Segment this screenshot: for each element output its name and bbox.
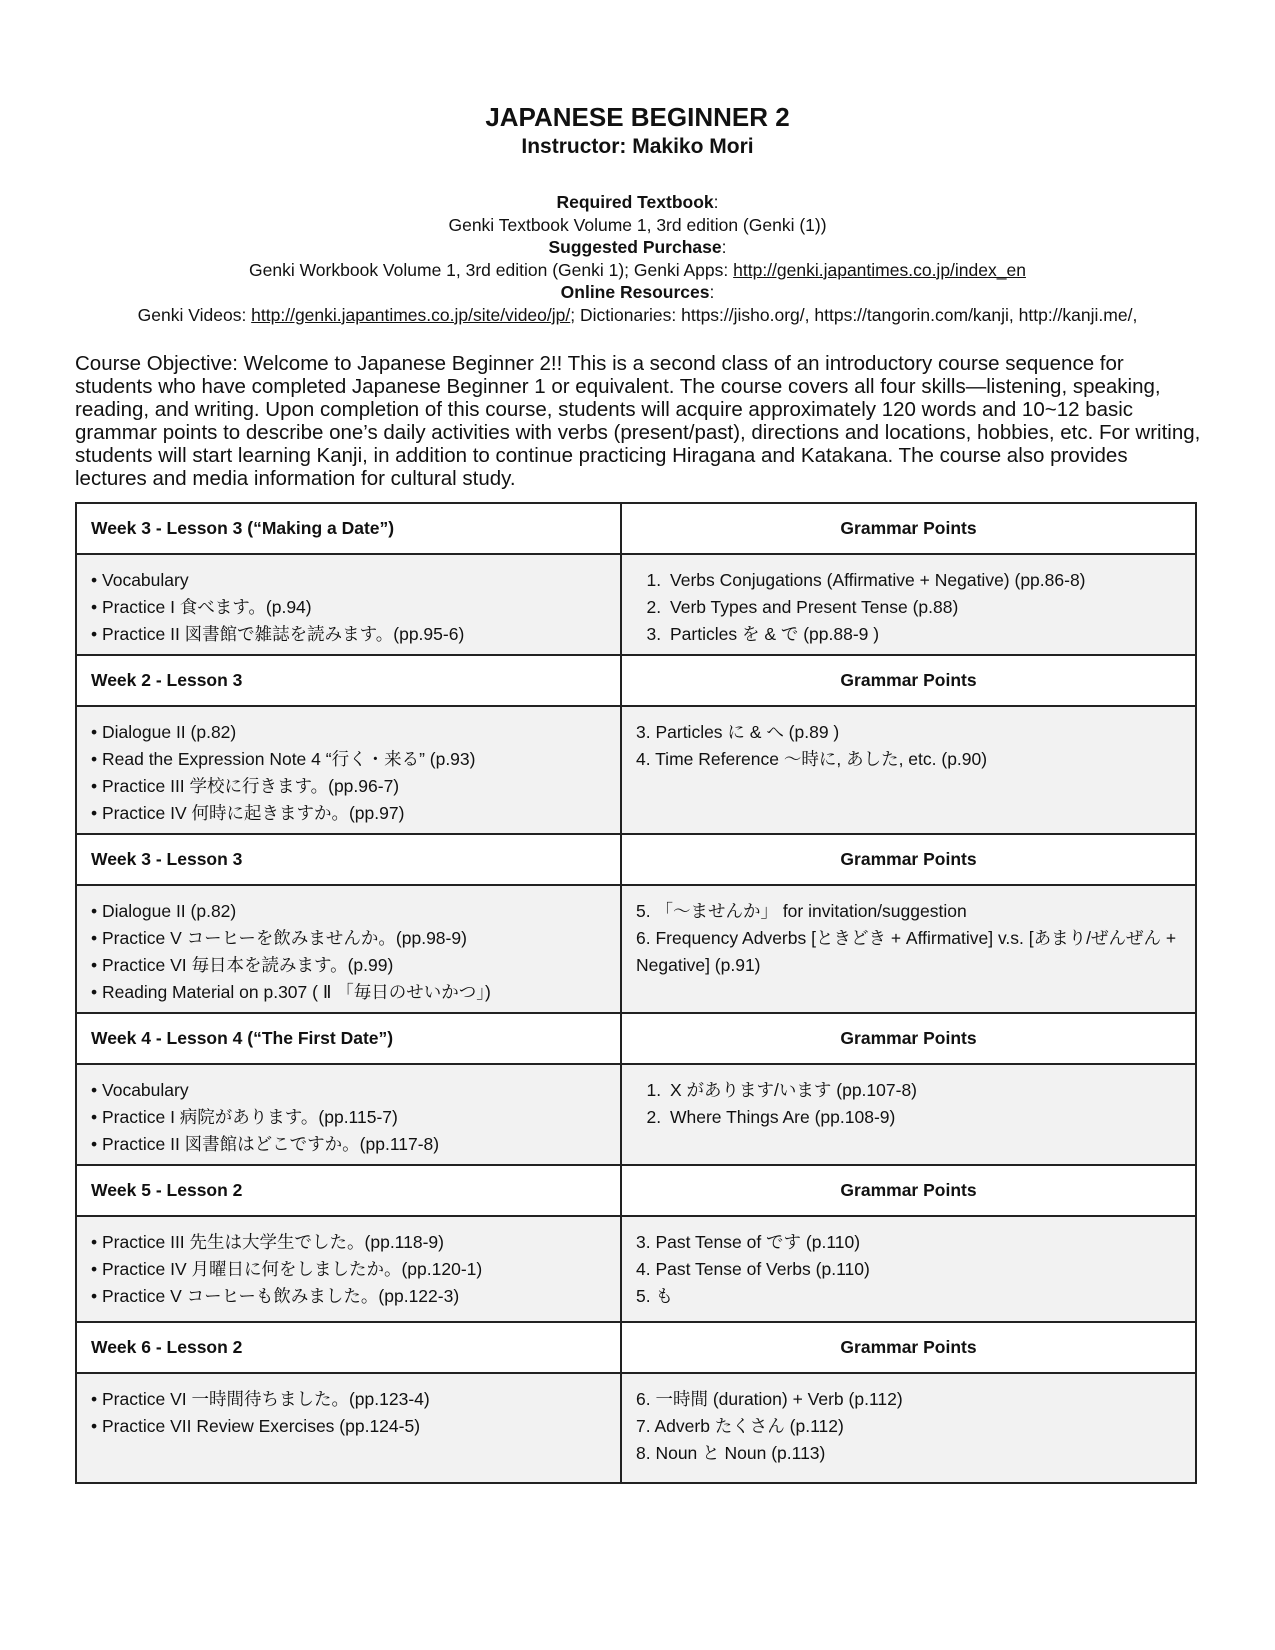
grammar-item: 5. も (636, 1286, 673, 1306)
genki-videos-link[interactable]: http://genki.japantimes.co.jp/site/video/jp/ (251, 304, 571, 325)
practice-cell (76, 554, 621, 655)
week-header-row (76, 1165, 1196, 1216)
practice-cell (76, 885, 621, 1013)
grammar-item: 6. Frequency Adverbs [ときどき + Affirmative] v.s. [あまり/ぜんぜん + Negative] (p.91) (636, 928, 1177, 975)
week-content-row (76, 1064, 1196, 1165)
grammar-item: 1. Verbs Conjugations (Affirmative + Negative) (pp.86-8) (666, 567, 1181, 594)
required-textbook-text: Genki Textbook Volume 1, 3rd edition (Genki (1)) (448, 214, 827, 235)
practice-item: • Practice II 図書館で雑誌を読みます。(pp.95-6) (91, 621, 606, 648)
resources-block: Required Textbook: Genki Textbook Volume 1, 3rd edition (Genki (1)) Suggested Purchase: Genki Workbook Volume 1, 3rd edition (Genki 1); Genki Apps: http://genki.japantimes.co.jp/index_en Online Resources: Genki Videos: http://genki.japantimes.co.jp/site/video/jp/; Dictionaries: https://jisho.org/, https://tangorin.com/kanji, http://kanji.me/, (40, 191, 1235, 326)
practice-item: • Practice V コーヒーも飲みました。(pp.122-3) (91, 1283, 606, 1310)
week-content-row (76, 1216, 1196, 1322)
grammar-item: 3. Particles を & で (pp.88-9 ) (666, 621, 1181, 648)
practice-item: • Practice V コーヒーを飲みませんか。(pp.98-9) (91, 925, 606, 952)
practice-cell (76, 1216, 621, 1322)
dictionaries-text: ; Dictionaries: https://jisho.org/, https://tangorin.com/kanji, http://kanji.me/, (570, 304, 1138, 325)
practice-item: • Dialogue II (p.82) (91, 898, 606, 925)
grammar-points-header: Grammar Points (621, 834, 1196, 885)
practice-item: • Dialogue II (p.82) (91, 719, 606, 746)
genki-apps-link[interactable]: http://genki.japantimes.co.jp/index_en (733, 259, 1026, 280)
online-resources-label: Online Resources (560, 282, 710, 302)
grammar-item: 2. Where Things Are (pp.108-9) (666, 1104, 1181, 1131)
grammar-points-header: Grammar Points (621, 503, 1196, 554)
practice-item: • Practice IV 月曜日に何をしましたか。(pp.120-1) (91, 1256, 606, 1283)
page-title: JAPANESE BEGINNER 2 (485, 102, 790, 132)
week-content-row (76, 554, 1196, 655)
grammar-item: 1. X があります/います (pp.107-8) (666, 1077, 1181, 1104)
instructor-name: Instructor: Makiko Mori (521, 135, 754, 158)
grammar-item: 2. Verb Types and Present Tense (p.88) (666, 594, 1181, 621)
grammar-points-header: Grammar Points (621, 1322, 1196, 1373)
week-title: Week 6 - Lesson 2 (76, 1322, 621, 1373)
week-title: Week 5 - Lesson 2 (76, 1165, 621, 1216)
week-header-row (76, 834, 1196, 885)
week-content-row (76, 706, 1196, 834)
week-title: Week 2 - Lesson 3 (76, 655, 621, 706)
practice-item: • Vocabulary (91, 567, 606, 594)
week-title: Week 4 - Lesson 4 (“The First Date”) (76, 1013, 621, 1064)
practice-item: • Practice I 食べます。(p.94) (91, 594, 606, 621)
grammar-cell (621, 885, 1196, 1013)
grammar-points-header: Grammar Points (621, 1165, 1196, 1216)
practice-item: • Practice IV 何時に起きますか。(pp.97) (91, 800, 606, 827)
grammar-item: 3. Particles に & へ (p.89 ) (636, 722, 840, 742)
practice-item: • Reading Material on p.307 ( Ⅱ 「毎日のせいかつ」) (91, 979, 606, 1006)
practice-cell (76, 706, 621, 834)
week-header-row (76, 503, 1196, 554)
genki-videos-label: Genki Videos: (137, 304, 252, 325)
course-objective: Course Objective: Welcome to Japanese Beginner 2!! This is a second class of an introductory course sequence for students who have completed Japanese Beginner 1 or equivalent. The course covers all four skills—listening, speaking, reading, and writing. Upon completion of this course, students will acquire approximately 120 words and 10~12 basic grammar points to describe one’s daily activities with verbs (present/past), directions and locations, hobbies, etc. For writing, students will start learning Kanji, in addition to continue practicing Hiragana and Katakana. The course also provides lectures and media information for cultural study. (75, 352, 1201, 490)
week-content-row (76, 1373, 1196, 1483)
practice-item: • Practice III 学校に行きます。(pp.96-7) (91, 773, 606, 800)
practice-item: • Read the Expression Note 4 “行く・来る” (p.93) (91, 746, 606, 773)
grammar-points-header: Grammar Points (621, 1013, 1196, 1064)
suggested-purchase-text: Genki Workbook Volume 1, 3rd edition (Genki 1); Genki Apps: (249, 259, 734, 280)
grammar-item: 7. Adverb たくさん (p.112) (636, 1416, 844, 1436)
required-textbook-label: Required Textbook (556, 192, 714, 212)
grammar-cell (621, 706, 1196, 834)
practice-item: • Practice VII Review Exercises (pp.124-5) (91, 1413, 606, 1440)
grammar-item: 4. Past Tense of Verbs (p.110) (636, 1259, 870, 1279)
grammar-item: 5. 「～ませんか」 for invitation/suggestion (636, 901, 967, 921)
practice-item: • Practice II 図書館はどこですか。(pp.117-8) (91, 1131, 606, 1158)
week-title: Week 3 - Lesson 3 (“Making a Date”) (76, 503, 621, 554)
suggested-purchase-label: Suggested Purchase (548, 237, 722, 257)
week-header-row (76, 1322, 1196, 1373)
practice-item: • Practice VI 毎日本を読みます。(p.99) (91, 952, 606, 979)
practice-item: • Vocabulary (91, 1077, 606, 1104)
grammar-cell (621, 1373, 1196, 1483)
week-header-row (76, 1013, 1196, 1064)
schedule-table (75, 502, 1197, 1484)
grammar-item: 8. Noun と Noun (p.113) (636, 1443, 826, 1463)
grammar-item: 3. Past Tense of です (p.110) (636, 1232, 861, 1252)
practice-cell (76, 1373, 621, 1483)
week-title: Week 3 - Lesson 3 (76, 834, 621, 885)
week-content-row (76, 885, 1196, 1013)
grammar-cell (621, 554, 1196, 655)
practice-item: • Practice III 先生は大学生でした。(pp.118-9) (91, 1229, 606, 1256)
grammar-points-header: Grammar Points (621, 655, 1196, 706)
practice-cell (76, 1064, 621, 1165)
grammar-item: 6. 一時間 (duration) + Verb (p.112) (636, 1389, 903, 1409)
grammar-cell (621, 1216, 1196, 1322)
practice-item: • Practice VI 一時間待ちました。(pp.123-4) (91, 1386, 606, 1413)
grammar-item: 4. Time Reference ～時に, あした, etc. (p.90) (636, 749, 988, 769)
week-header-row (76, 655, 1196, 706)
grammar-cell (621, 1064, 1196, 1165)
practice-item: • Practice I 病院があります。(pp.115-7) (91, 1104, 606, 1131)
